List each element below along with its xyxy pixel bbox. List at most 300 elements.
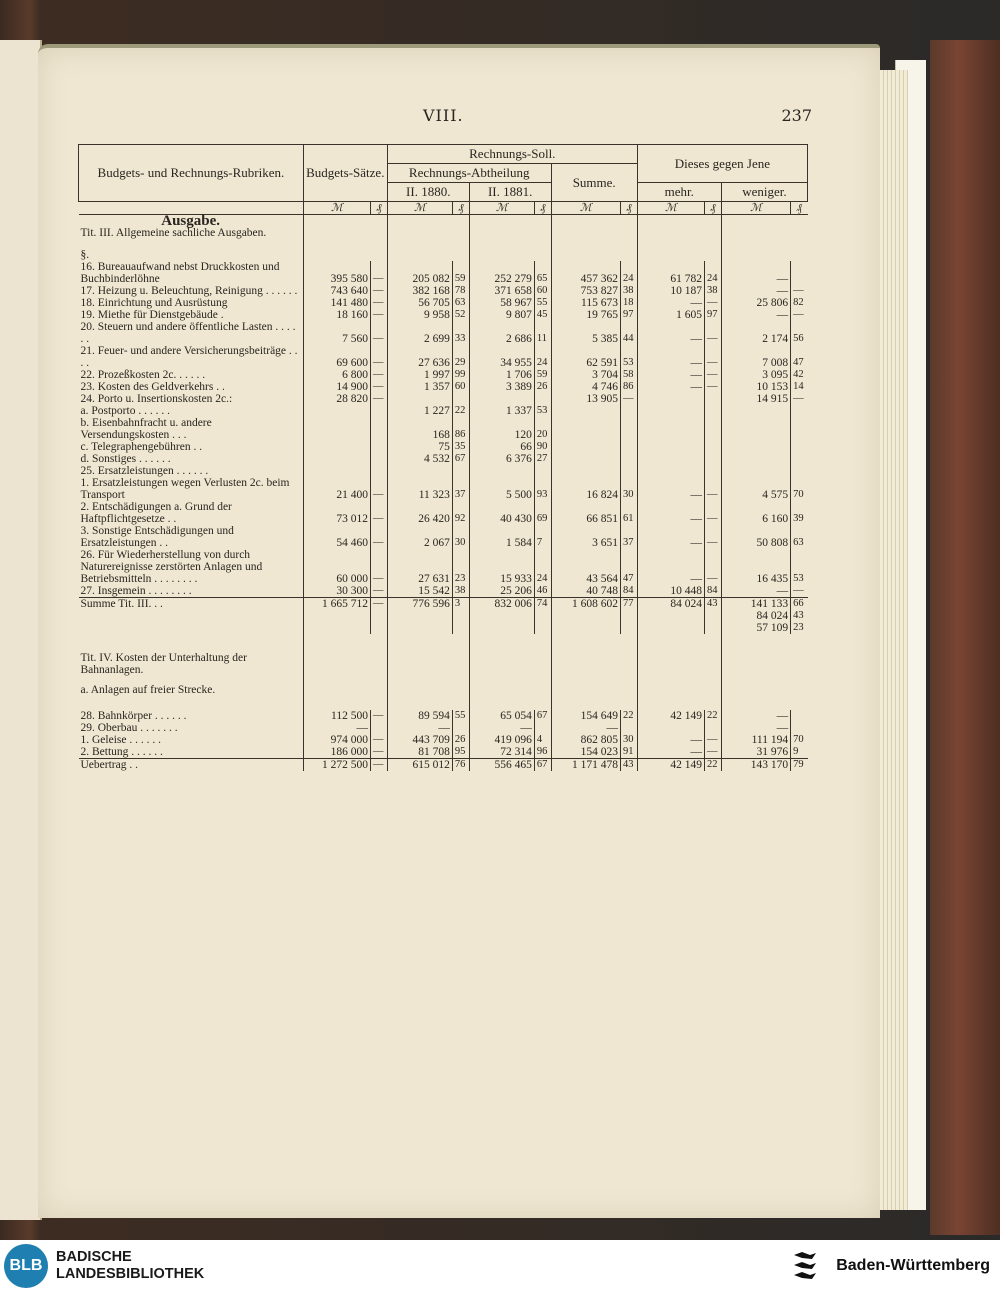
budget-pf: — [371, 477, 388, 501]
tit4-heading: Tit. IV. Kosten der Unterhaltung der Bahnanlagen. [80, 652, 247, 676]
soll-1881-mark: 371 658 [469, 285, 534, 297]
weniger-pf: — [791, 393, 808, 405]
soll-1880-pf: 95 [452, 746, 469, 759]
row-label [79, 610, 304, 622]
ersatz-sub-row [79, 525, 808, 549]
mehr-pf: — [704, 297, 721, 309]
soll-1881-mark: 72 314 [469, 746, 534, 759]
row-label: d. Sonstiges . . . . . . [80, 453, 171, 465]
summe-mark: 66 851 [551, 501, 620, 525]
budget-pf: — [371, 309, 388, 321]
blank [387, 610, 452, 622]
soll-1880-mark: 56 705 [387, 297, 452, 309]
soll-1881-pf: 67 [534, 710, 551, 722]
budget-mark: 28 820 [303, 393, 370, 405]
summe-pf: 38 [620, 285, 637, 297]
soll-1880-pf: 92 [452, 501, 469, 525]
soll-1881-mark: 66 [469, 441, 534, 453]
ersatz-row [79, 465, 808, 477]
soll-1880-mark: 27 631 [387, 549, 452, 585]
unit-mark: ℳ [721, 202, 790, 215]
blank [534, 610, 551, 622]
budget-mark [303, 405, 370, 417]
summe-mark [551, 417, 620, 441]
weniger-pf: 82 [791, 297, 808, 309]
soll-1880-pf: 76 [452, 759, 469, 772]
soll-1880-mark [387, 465, 452, 477]
soll-1880-mark: 15 542 [387, 585, 452, 598]
soll-1880-mark: 382 168 [387, 285, 452, 297]
summe-mark: 62 591 [551, 345, 620, 369]
row-label: c. Telegraphengebühren . . [80, 441, 203, 453]
budget-pf: — [371, 297, 388, 309]
soll-1881-pf: 65 [534, 261, 551, 285]
summe-pf: 53 [620, 345, 637, 369]
heading-row [79, 227, 808, 249]
porto-sub-row [79, 453, 808, 465]
budget-mark: 395 580 [303, 261, 370, 285]
weniger-pf: 53 [791, 549, 808, 585]
mehr-pf: — [704, 525, 721, 549]
soll-1880-mark: — [387, 722, 452, 734]
mehr-pf: — [704, 501, 721, 525]
mehr-mark: — [637, 369, 704, 381]
blb-line1: BADISCHE [56, 1249, 132, 1265]
soll-1881-mark: 832 006 [469, 598, 534, 611]
soll-1880-mark: 776 596 [387, 598, 452, 611]
weniger-pf: — [791, 309, 808, 321]
soll-1881-pf: 60 [534, 285, 551, 297]
weniger-pf: 39 [791, 501, 808, 525]
budget-mark: 112 500 [303, 710, 370, 722]
weniger-pf: 43 [791, 610, 808, 622]
blank [704, 622, 721, 634]
summe-pf: 47 [620, 549, 637, 585]
weniger-mark [721, 441, 790, 453]
weniger-pf: 56 [791, 321, 808, 345]
mehr-pf: 22 [704, 759, 721, 772]
mehr-pf: — [704, 369, 721, 381]
mehr-pf [704, 722, 721, 734]
budget-table [78, 144, 808, 771]
budget-pf: — [371, 759, 388, 772]
row-label: 1. Ersatzleistungen wegen Verlusten 2c. beim Transport [80, 477, 290, 501]
mehr-pf [704, 405, 721, 417]
soll-1881-pf: 90 [534, 441, 551, 453]
soll-1880-pf [452, 465, 469, 477]
summe-mark: 3 704 [551, 369, 620, 381]
soll-1881-pf: 24 [534, 549, 551, 585]
soll-1881-mark: 556 465 [469, 759, 534, 772]
unit-pf: ₰ [452, 202, 469, 215]
row-label: 1. Geleise . . . . . . [80, 734, 161, 746]
weniger-mark [721, 417, 790, 441]
budget-mark: 73 012 [303, 501, 370, 525]
weniger-pf: 79 [791, 759, 808, 772]
summe-mark: 457 362 [551, 261, 620, 285]
unit-pf: ₰ [371, 202, 388, 215]
soll-1881-mark: 34 955 [469, 345, 534, 369]
budget-pf: — [371, 501, 388, 525]
soll-1881-mark: 1 584 [469, 525, 534, 549]
mehr-mark [637, 441, 704, 453]
uebertrag-row [79, 759, 808, 772]
row-label: 2. Bettung . . . . . . [80, 746, 163, 758]
unit-mark: ℳ [469, 202, 534, 215]
budget-mark [303, 441, 370, 453]
col-head-rubriken: Budgets- und Rechnungs-Rubriken. [79, 145, 304, 202]
summe-mark: 1 608 602 [551, 598, 620, 611]
summe-pf [620, 465, 637, 477]
mehr-mark: — [637, 321, 704, 345]
table-row [79, 734, 808, 746]
summe-pf [620, 405, 637, 417]
summe-mark: 16 824 [551, 477, 620, 501]
soll-1881-pf: 59 [534, 369, 551, 381]
budget-mark [303, 465, 370, 477]
mehr-mark: 10 187 [637, 285, 704, 297]
soll-1881-mark: 5 500 [469, 477, 534, 501]
soll-1880-mark: 9 958 [387, 309, 452, 321]
book-page [38, 44, 880, 1218]
budget-pf: — [371, 585, 388, 598]
weniger-pf: 23 [791, 622, 808, 634]
weniger-mark: 25 806 [721, 297, 790, 309]
summe-pf [620, 417, 637, 441]
table-row [79, 549, 808, 585]
table-row [79, 309, 808, 321]
ersatz-sub-row [79, 501, 808, 525]
unit-mark: ℳ [637, 202, 704, 215]
weniger-mark: 57 109 [721, 622, 790, 634]
table-row [79, 746, 808, 759]
blank [620, 610, 637, 622]
weniger-mark: — [721, 585, 790, 598]
soll-1880-pf: 86 [452, 417, 469, 441]
summe-pf: 77 [620, 598, 637, 611]
col-head-abtheilung: Rechnungs-Abtheilung [387, 164, 551, 183]
soll-1881-pf: 45 [534, 309, 551, 321]
blank [303, 610, 370, 622]
soll-1880-pf: 33 [452, 321, 469, 345]
unit-mark: ℳ [387, 202, 452, 215]
blank [534, 622, 551, 634]
summe-pf: 43 [620, 759, 637, 772]
mehr-pf [704, 393, 721, 405]
soll-1881-mark: 1 706 [469, 369, 534, 381]
soll-1881-mark: 120 [469, 417, 534, 441]
heading-row [79, 684, 808, 710]
soll-1880-pf: 60 [452, 381, 469, 393]
soll-1881-mark [469, 465, 534, 477]
mehr-mark: 1 605 [637, 309, 704, 321]
mehr-mark: — [637, 734, 704, 746]
mehr-pf [704, 417, 721, 441]
unit-pf: ₰ [620, 202, 637, 215]
soll-1881-pf: 27 [534, 453, 551, 465]
summe-mark: 43 564 [551, 549, 620, 585]
row-label: Summe Tit. III. . . [79, 598, 304, 611]
soll-1880-pf: 52 [452, 309, 469, 321]
weniger-mark: — [721, 309, 790, 321]
budget-mark: 18 160 [303, 309, 370, 321]
row-label: 17. Heizung u. Beleuchtung, Reinigung . . . . . . [80, 285, 298, 297]
soll-1881-mark [469, 393, 534, 405]
left-page-edge [0, 40, 42, 1220]
soll-1881-mark: — [469, 722, 534, 734]
weniger-pf: 47 [791, 345, 808, 369]
weniger-pf: — [791, 585, 808, 598]
budget-mark [303, 453, 370, 465]
col-head-rechnungs-soll: Rechnungs-Soll. [387, 145, 637, 164]
summe-tit3-row [79, 598, 808, 611]
summe-pf: 24 [620, 261, 637, 285]
mehr-mark: — [637, 297, 704, 309]
row-label: 21. Feuer- und andere Versicherungsbeiträge . . . . [80, 345, 298, 369]
blank [452, 610, 469, 622]
heading-row [79, 634, 808, 684]
soll-1881-pf: 55 [534, 297, 551, 309]
soll-1881-pf: 67 [534, 759, 551, 772]
summe-extra-row [79, 622, 808, 634]
summe-pf: 97 [620, 309, 637, 321]
soll-1880-mark: 1 997 [387, 369, 452, 381]
blb-logo[interactable]: BLB [4, 1244, 48, 1288]
soll-1881-pf: 53 [534, 405, 551, 417]
summe-pf [620, 441, 637, 453]
weniger-pf [791, 417, 808, 441]
row-label: 2. Entschädigungen a. Grund der Haftpflichtgesetze . . [80, 501, 232, 525]
budget-mark: 14 900 [303, 381, 370, 393]
bw-label[interactable]: Baden-Württemberg [836, 1257, 990, 1274]
weniger-pf [791, 465, 808, 477]
mehr-pf: 22 [704, 710, 721, 722]
weniger-pf: 63 [791, 525, 808, 549]
soll-1880-pf: 29 [452, 345, 469, 369]
blank [469, 622, 534, 634]
budget-pf: — [371, 369, 388, 381]
row-label: b. Eisenbahnfracht u. andere Versendungskosten . . . [80, 417, 212, 441]
soll-1881-pf: 46 [534, 585, 551, 598]
ersatz-sub-row [79, 477, 808, 501]
blb-name[interactable] [56, 1249, 204, 1283]
soll-1880-pf: 30 [452, 525, 469, 549]
weniger-mark [721, 453, 790, 465]
summe-mark: 154 023 [551, 746, 620, 759]
soll-1881-pf [534, 465, 551, 477]
weniger-mark [721, 465, 790, 477]
budget-pf: — [371, 393, 388, 405]
section-heading: VIII. [423, 106, 464, 125]
summe-mark [551, 405, 620, 417]
soll-1881-pf: 7 [534, 525, 551, 549]
table-row [79, 285, 808, 297]
mehr-mark [637, 453, 704, 465]
heading-row [79, 215, 808, 228]
mehr-mark [637, 393, 704, 405]
soll-1881-pf: 96 [534, 746, 551, 759]
summe-pf [620, 722, 637, 734]
soll-1880-pf: 22 [452, 405, 469, 417]
unit-pf: ₰ [534, 202, 551, 215]
budget-mark: 54 460 [303, 525, 370, 549]
weniger-pf [791, 261, 808, 285]
table-row [79, 261, 808, 285]
weniger-mark: 84 024 [721, 610, 790, 622]
budget-pf: — [371, 598, 388, 611]
mehr-mark: 42 149 [637, 710, 704, 722]
weniger-pf: 66 [791, 598, 808, 611]
budget-pf: — [371, 549, 388, 585]
budget-mark [303, 417, 370, 441]
summe-pf: 37 [620, 525, 637, 549]
weniger-mark: 4 575 [721, 477, 790, 501]
summe-pf: 91 [620, 746, 637, 759]
mehr-pf: 24 [704, 261, 721, 285]
mehr-pf: — [704, 345, 721, 369]
summe-mark: 154 649 [551, 710, 620, 722]
weniger-pf: 70 [791, 477, 808, 501]
mehr-mark [637, 465, 704, 477]
soll-1880-mark: 4 532 [387, 453, 452, 465]
weniger-mark: 6 160 [721, 501, 790, 525]
blank [303, 622, 370, 634]
row-label: 26. Für Wiederherstellung von durch Naturereignisse zerstörten Anlagen und Betriebsmitteln . . . . . . . . [80, 549, 263, 585]
blank [704, 610, 721, 622]
soll-1881-mark: 419 096 [469, 734, 534, 746]
unit-mark: ℳ [551, 202, 620, 215]
summe-mark [551, 465, 620, 477]
weniger-mark: — [721, 722, 790, 734]
mehr-mark [637, 722, 704, 734]
row-label: 27. Insgemein . . . . . . . . [80, 585, 192, 597]
mehr-mark: — [637, 549, 704, 585]
weniger-mark: 50 808 [721, 525, 790, 549]
soll-1880-mark: 27 636 [387, 345, 452, 369]
summe-pf: 58 [620, 369, 637, 381]
soll-1880-pf: 63 [452, 297, 469, 309]
mehr-mark: — [637, 525, 704, 549]
budget-pf [371, 722, 388, 734]
soll-1880-mark [387, 393, 452, 405]
weniger-mark: 143 170 [721, 759, 790, 772]
blank [452, 622, 469, 634]
soll-1880-pf: 67 [452, 453, 469, 465]
summe-mark: 5 385 [551, 321, 620, 345]
table-body [79, 202, 808, 772]
soll-1880-mark: 2 699 [387, 321, 452, 345]
summe-mark: 13 905 [551, 393, 620, 405]
soll-1881-mark: 25 206 [469, 585, 534, 598]
row-label: 18. Einrichtung und Ausrüstung [80, 297, 228, 309]
soll-1880-mark: 75 [387, 441, 452, 453]
soll-1880-mark: 443 709 [387, 734, 452, 746]
row-label: 28. Bahnkörper . . . . . . [80, 710, 187, 722]
table-row [79, 710, 808, 722]
col-head-budgets: Budgets-Sätze. [303, 145, 387, 202]
summe-mark: 753 827 [551, 285, 620, 297]
summe-pf: 22 [620, 710, 637, 722]
mehr-mark: 10 448 [637, 585, 704, 598]
soll-1880-mark: 81 708 [387, 746, 452, 759]
soll-1880-pf: 35 [452, 441, 469, 453]
mehr-pf: — [704, 381, 721, 393]
summe-mark: 862 805 [551, 734, 620, 746]
row-label: 24. Porto u. Insertionskosten 2c.: [80, 393, 233, 405]
weniger-mark: 7 008 [721, 345, 790, 369]
soll-1881-mark: 1 337 [469, 405, 534, 417]
soll-1880-pf [452, 722, 469, 734]
budget-mark: 7 560 [303, 321, 370, 345]
blank [620, 622, 637, 634]
soll-1881-pf: 69 [534, 501, 551, 525]
row-label: 23. Kosten des Geldverkehrs . . [80, 381, 225, 393]
col-head-gegen: Dieses gegen Jene [637, 145, 807, 183]
mehr-pf: 97 [704, 309, 721, 321]
budget-pf [371, 417, 388, 441]
budget-mark: 21 400 [303, 477, 370, 501]
soll-1881-pf [534, 393, 551, 405]
soll-1880-pf: 55 [452, 710, 469, 722]
mehr-mark [637, 405, 704, 417]
mehr-pf: 43 [704, 598, 721, 611]
soll-1881-mark: 40 430 [469, 501, 534, 525]
mehr-pf: — [704, 549, 721, 585]
weniger-mark [721, 405, 790, 417]
weniger-pf: 9 [791, 746, 808, 759]
porto-sub-row [79, 417, 808, 441]
mehr-mark: — [637, 345, 704, 369]
budget-mark: 1 665 712 [303, 598, 370, 611]
budget-pf [371, 465, 388, 477]
soll-1881-mark: 65 054 [469, 710, 534, 722]
soll-1880-pf: 26 [452, 734, 469, 746]
budget-mark: 186 000 [303, 746, 370, 759]
row-label: 20. Steuern und andere öffentliche Lasten . . . . . . [80, 321, 296, 345]
budget-pf [371, 405, 388, 417]
row-label: 3. Sonstige Entschädigungen und Ersatzleistungen . . [80, 525, 234, 549]
summe-mark [551, 453, 620, 465]
summe-pf: 30 [620, 477, 637, 501]
weniger-mark: 10 153 [721, 381, 790, 393]
mehr-pf: — [704, 321, 721, 345]
soll-1880-mark: 1 227 [387, 405, 452, 417]
blank [637, 622, 704, 634]
table-row [79, 345, 808, 369]
col-head-1880: II. 1880. [387, 183, 469, 202]
soll-1880-pf: 99 [452, 369, 469, 381]
weniger-mark: — [721, 285, 790, 297]
soll-1880-mark: 26 420 [387, 501, 452, 525]
summe-mark: 115 673 [551, 297, 620, 309]
col-head-mehr: mehr. [637, 183, 721, 202]
budget-pf: — [371, 285, 388, 297]
mehr-mark: — [637, 381, 704, 393]
row-label: 22. Prozeßkosten 2c. . . . . . [80, 369, 206, 381]
heading-row [79, 249, 808, 261]
weniger-pf: 70 [791, 734, 808, 746]
soll-1881-pf: 24 [534, 345, 551, 369]
soll-1880-pf: 3 [452, 598, 469, 611]
weniger-pf [791, 710, 808, 722]
summe-pf: 86 [620, 381, 637, 393]
mehr-pf: — [704, 477, 721, 501]
soll-1880-mark: 1 357 [387, 381, 452, 393]
soll-1881-mark: 2 686 [469, 321, 534, 345]
weniger-mark: 31 976 [721, 746, 790, 759]
summe-mark: 40 748 [551, 585, 620, 598]
summe-mark: 4 746 [551, 381, 620, 393]
